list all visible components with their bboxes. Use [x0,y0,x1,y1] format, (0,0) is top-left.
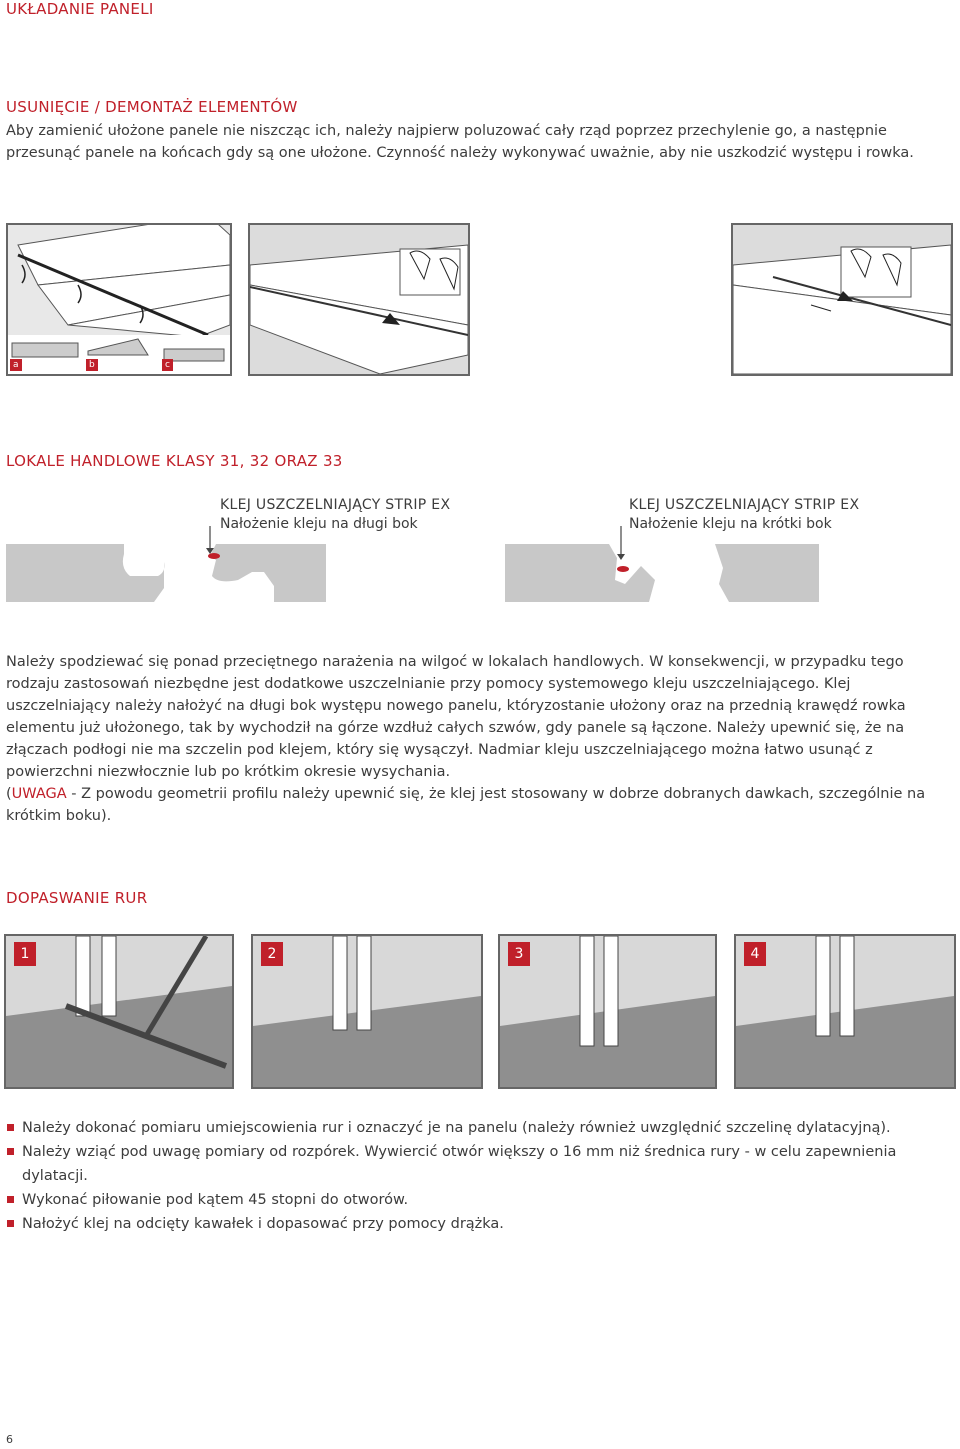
step-4-badge: 4 [744,942,766,966]
pipe-step-1-figure [4,934,234,1089]
removal-heading: USUNIĘCIE / DEMONTAŻ ELEMENTÓW [6,98,298,116]
floor-panels-illustration [8,225,230,374]
glue-short-sub: Nałożenie kleju na krótki bok [629,516,832,532]
step-3-badge: 3 [508,942,530,966]
pipes-heading: DOPASWANIE RUR [6,889,148,907]
lift-panel-illustration [250,225,468,374]
pipe-step-2-figure [251,934,483,1089]
pipes-bullet-4: Nałożyć klej na odcięty kawałek i dopasować przy pomocy drążka. [6,1212,956,1236]
pipes-instructions [6,1116,956,1236]
warning-text: - Z powodu geometrii profilu należy upewnić się, że klej jest stosowany w dobrze dobranych dawkach, szczególnie na krótkim boku). [6,786,926,824]
tag-b: b [86,359,98,371]
glue-long-sub: Nałożenie kleju na długi bok [220,516,418,532]
step-2-badge: 2 [261,942,283,966]
page-number: 6 [6,1433,13,1446]
measure-pipes-illustration [6,936,232,1087]
page-title: UKŁADANIE PANELI [6,0,154,18]
removal-figure-lift [248,223,470,376]
commercial-paragraph [6,651,942,827]
pipe-step-4-figure [734,934,956,1089]
pipes-bullet-2: Należy wziąć pod uwagę pomiary od rozpórek. Wywiercić otwór większy o 16 mm niż średnica rury - w celu zapewnienia dylatacji. [6,1140,956,1188]
removal-figure-tilt [6,223,232,376]
profile-short-side [505,520,825,602]
pipes-bullet-1: Należy dokonać pomiaru umiejscowienia rur i oznaczyć je na panelu (należy również uwzględnić szczelinę dylatacyjną). [6,1116,956,1140]
commercial-heading: LOKALE HANDLOWE KLASY 31, 32 ORAZ 33 [6,452,343,470]
warning-open: ( [6,786,12,802]
glue-long-title: KLEJ USZCZELNIAJĄCY STRIP EX [220,497,451,513]
commercial-paragraph-text: Należy spodziewać się ponad przeciętnego narażenia na wilgoć w lokalach handlowych. W konsekwencji, w przypadku tego rodzaju zastosowań niezbędne jest dodatkowe uszczelnianie przy pomocy systemowego kleju uszczelniającego. Klej uszczelniający należy nałożyć na długi bok występu nowego panelu, któryzostanie ułożony oraz na przednią krawędź rowka elementu już ułożonego, tak by wychodził na górze wzdłuż całych szwów, gdy panele są łączone. Należy upewnić się, że na złączach podłogi nie ma szczelin pod klejem, który się wysączył. Nadmiar kleju uszczelniającego można łatwo usunąć z powierzchni niezwłocznie lub po krótkim okresie wysychania. [6,654,906,780]
warning-label: UWAGA [11,786,67,802]
removal-figure-slide [731,223,953,376]
cut-panel-illustration [500,936,715,1087]
step-1-badge: 1 [14,942,36,966]
drill-hole-illustration [253,936,481,1087]
pipes-bullet-3: Wykonać piłowanie pod kątem 45 stopni do otworów. [6,1188,956,1212]
profile-long-side [6,520,326,602]
glue-fit-illustration [736,936,954,1087]
glue-short-title: KLEJ USZCZELNIAJĄCY STRIP EX [629,497,860,513]
slide-panel-illustration [733,225,951,374]
removal-text: Aby zamienić ułożone panele nie niszcząc ich, należy najpierw poluzować cały rząd poprzez przechylenie go, a następnie przesunąć panele na końcach gdy są one ułożone. Czynność należy wykonywać uważnie, aby nie uszkodzić występu i rowka. [6,123,914,161]
tag-c: c [162,359,173,371]
tag-a: a [10,359,22,371]
pipe-step-3-figure [498,934,717,1089]
